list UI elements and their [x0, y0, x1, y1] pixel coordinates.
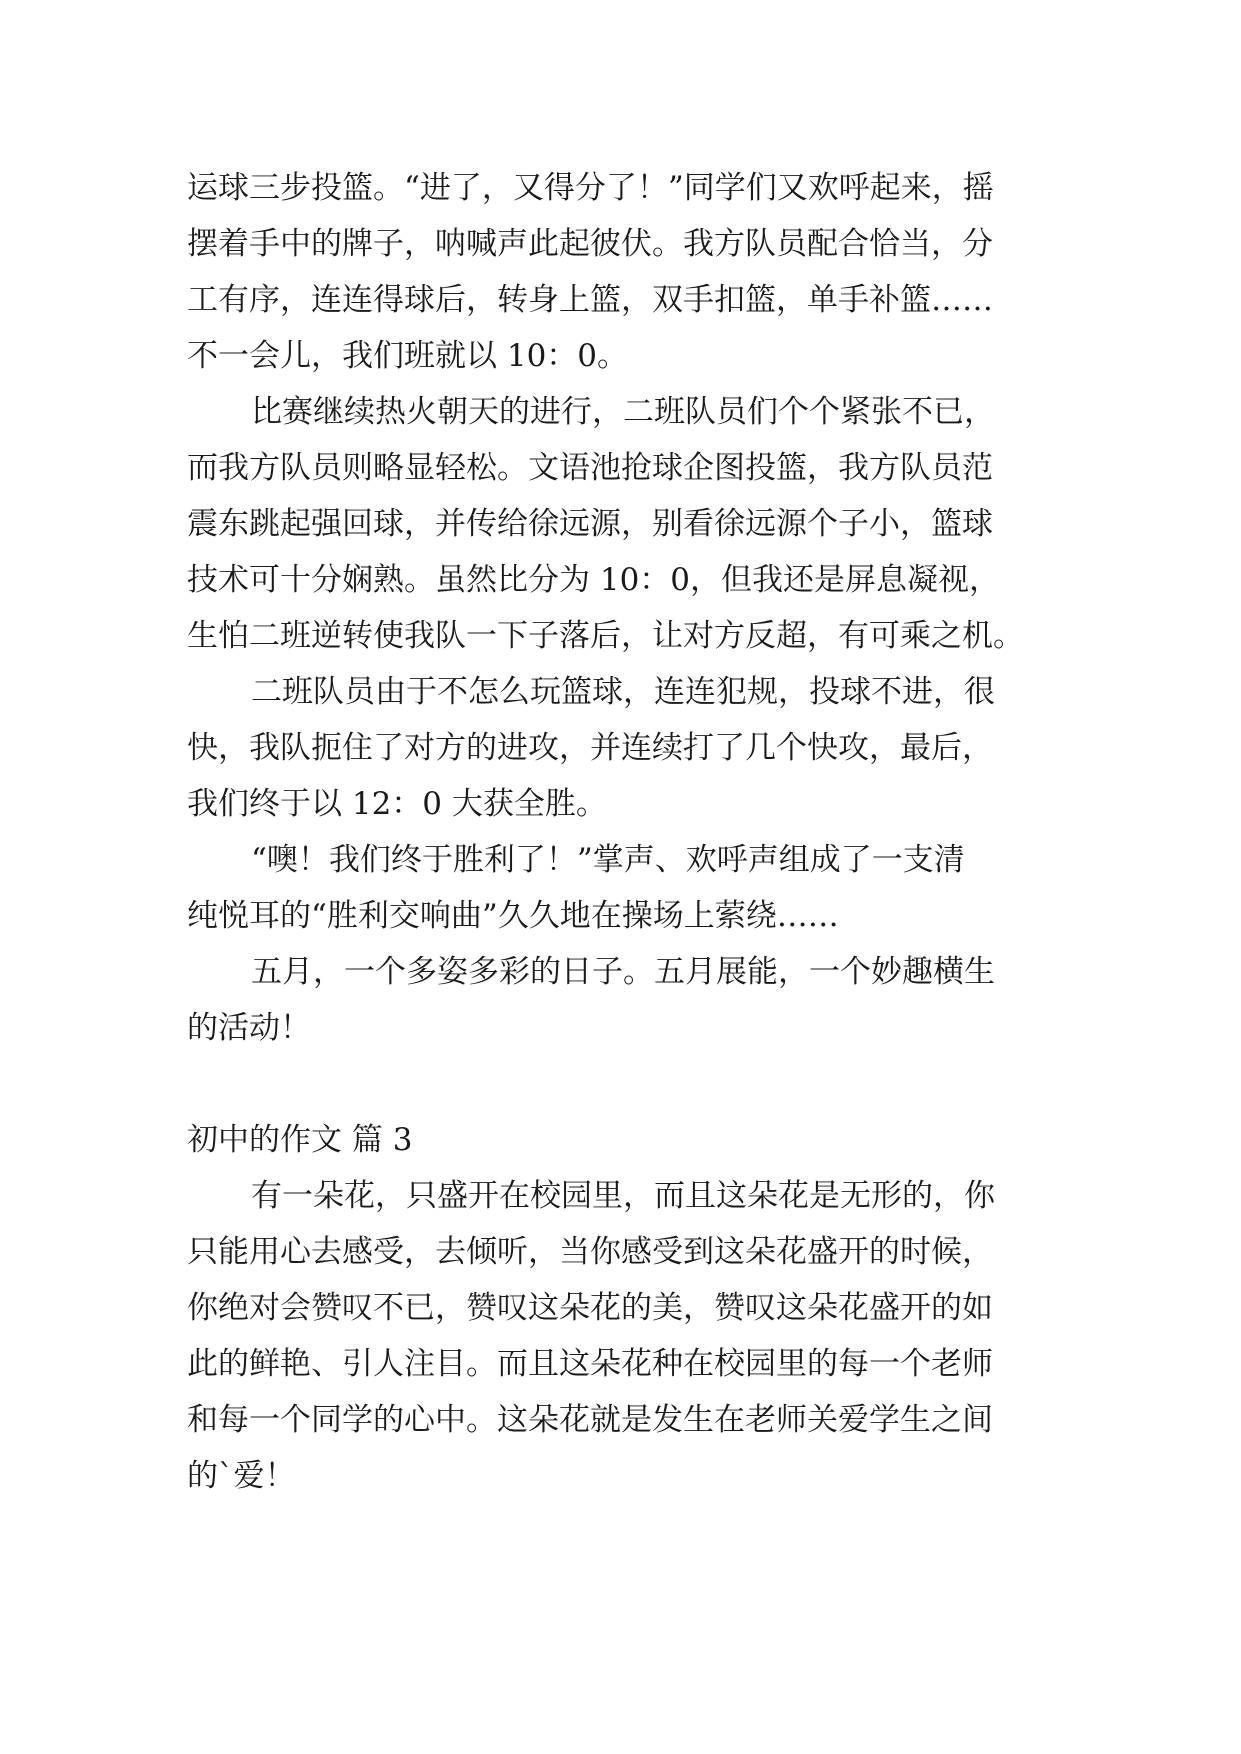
paragraph-6 — [187, 1168, 1057, 1504]
paragraph-line: 纯悦耳的“胜利交响曲”久久地在操场上萦绕…… — [187, 898, 839, 934]
section-title: 初中的作文 篇 3 — [187, 1122, 413, 1158]
paragraph-line: 此的鲜艳、引人注目。而且这朵花种在校园里的每一个老师 — [187, 1346, 993, 1382]
paragraph-line: 我们终于以 12：0 大获全胜。 — [187, 786, 607, 822]
paragraph-line: 你绝对会赞叹不已，赞叹这朵花的美，赞叹这朵花盛开的如 — [187, 1290, 993, 1326]
paragraph-2 — [187, 384, 1057, 664]
paragraph-line: 的`爱！ — [187, 1458, 296, 1494]
paragraph-line: “噢！我们终于胜利了！”掌声、欢呼声组成了一支清 — [251, 842, 965, 878]
paragraph-line: 工有序，连连得球后，转身上篮，双手扣篮，单手补篮…… — [187, 282, 993, 318]
paragraph-line: 运球三步投篮。“进了，又得分了！”同学们又欢呼起来，摇 — [187, 170, 994, 206]
paragraph-line: 不一会儿，我们班就以 10：0。 — [187, 338, 629, 374]
section-spacer — [187, 1056, 1057, 1112]
paragraph-line: 和每一个同学的心中。这朵花就是发生在老师关爱学生之间 — [187, 1402, 993, 1438]
paragraph-line: 生怕二班逆转使我队一下子落后，让对方反超，有可乘之机。 — [187, 618, 1024, 654]
paragraph-line: 技术可十分娴熟。虽然比分为 10：0，但我还是屏息凝视， — [187, 562, 1001, 598]
paragraph-line: 二班队员由于不怎么玩篮球，连连犯规，投球不进，很 — [251, 674, 995, 710]
paragraph-line: 有一朵花，只盛开在校园里，而且这朵花是无形的，你 — [251, 1178, 995, 1214]
paragraph-line: 比赛继续热火朝天的进行，二班队员们个个紧张不已， — [251, 394, 995, 430]
paragraph-3 — [187, 664, 1057, 832]
paragraph-line: 只能用心去感受，去倾听，当你感受到这朵花盛开的时候， — [187, 1234, 993, 1270]
paragraph-1 — [187, 160, 1057, 384]
paragraph-5 — [187, 944, 1057, 1056]
document-body — [187, 160, 1057, 1504]
paragraph-4 — [187, 832, 1057, 944]
paragraph-line: 快，我队扼住了对方的进攻，并连续打了几个快攻，最后， — [187, 730, 993, 766]
paragraph-line: 震东跳起强回球，并传给徐远源，别看徐远源个子小，篮球 — [187, 506, 993, 542]
paragraph-line: 而我方队员则略显轻松。文语池抢球企图投篮，我方队员范 — [187, 450, 993, 486]
paragraph-line: 摆着手中的牌子，呐喊声此起彼伏。我方队员配合恰当，分 — [187, 226, 993, 262]
paragraph-line: 五月，一个多姿多彩的日子。五月展能，一个妙趣横生 — [251, 954, 995, 990]
paragraph-line: 的活动！ — [187, 1010, 311, 1046]
